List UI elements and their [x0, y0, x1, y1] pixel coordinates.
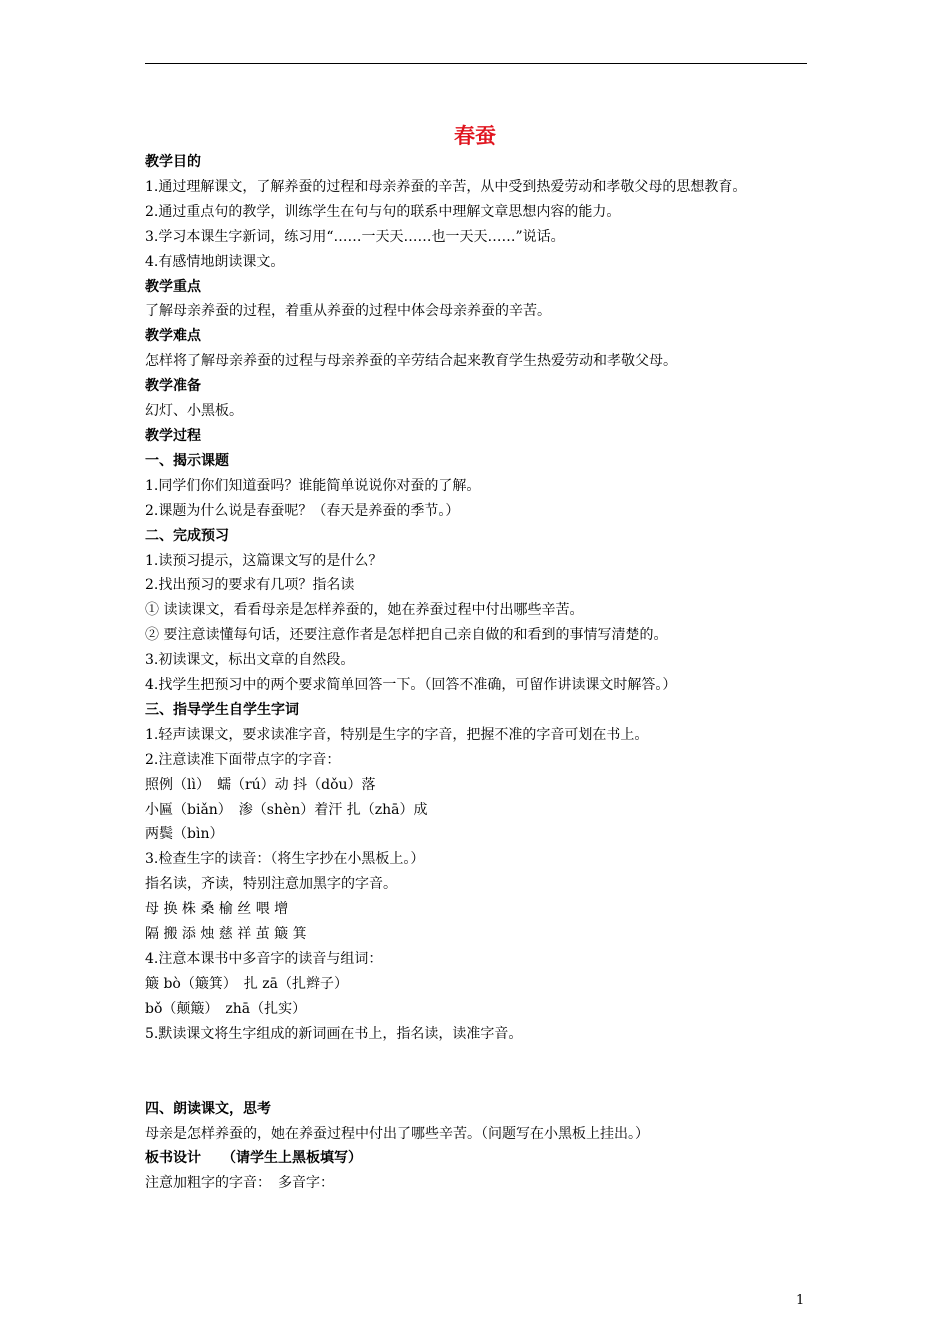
section-heading: 教学目的 [145, 154, 201, 170]
text-line: 4.有感情地朗读课文。 [145, 253, 285, 270]
text-line: 了解母亲养蚕的过程，着重从养蚕的过程中体会母亲养蚕的辛苦。 [145, 303, 551, 320]
text-line: 两鬓（bìn） [145, 826, 224, 843]
section-heading: 教学难点 [145, 328, 201, 345]
document-title: 春蚕 [454, 123, 496, 148]
text-line: 指名读，齐读，特别注意加黑字的字音。 [145, 876, 397, 893]
text-line: 怎样将了解母亲养蚕的过程与母亲养蚕的辛劳结合起来教育学生热爱劳动和孝敬父母。 [145, 353, 677, 370]
text-line: ① 读读课文，看看母亲是怎样养蚕的，她在养蚕过程中付出哪些辛苦。 [145, 602, 584, 619]
document-body [145, 150, 810, 1196]
text-line: 母亲是怎样养蚕的，她在养蚕过程中付出了哪些辛苦。（问题写在小黑板上挂出。） [145, 1125, 649, 1142]
text-line: 2.注意读准下面带点字的字音： [145, 751, 341, 768]
text-line: 3.学习本课生字新词，练习用“……一天天……也一天天……”说话。 [145, 228, 565, 245]
text-line: 2.课题为什么说是春蚕呢？（春天是养蚕的季节。） [145, 502, 460, 519]
text-line: 3.检查生字的读音：（将生字抄在小黑板上。） [145, 851, 425, 868]
text-line: 3.初读课文，标出文章的自然段。 [145, 652, 355, 669]
section-heading: 二、完成预习 [145, 527, 229, 544]
text-line: 1.同学们你们知道蚕吗？谁能简单说说你对蚕的了解。 [145, 477, 481, 494]
text-line: 1.读预习提示，这篇课文写的是什么？ [145, 552, 383, 569]
section-heading: 三、指导学生自学生字词 [145, 701, 299, 718]
text-line: 小匾（biǎn） 渗（shèn）着汗 扎（zhā）成 [145, 801, 428, 818]
text-line: 簸 bò（簸箕） 扎 zā（扎辫子） [145, 975, 349, 992]
body-section-tail [145, 1097, 810, 1197]
body-section-main [145, 150, 810, 1047]
text-line: 2.通过重点句的教学，训练学生在句与句的联系中理解文章思想内容的能力。 [145, 203, 621, 220]
section-heading: 板书设计 （请学生上黑板填写） [145, 1150, 362, 1167]
text-line: 幻灯、小黑板。 [145, 403, 243, 420]
text-line: ② 要注意读懂每句话，还要注意作者是怎样把自己亲自做的和看到的事情写清楚的。 [145, 627, 668, 644]
section-heading: 教学重点 [145, 278, 201, 295]
header-rule [145, 63, 807, 64]
section-heading: 教学过程 [145, 427, 201, 444]
text-line: bǒ（颠簸） zhā（扎实） [145, 1000, 307, 1017]
text-line: 4.注意本课书中多音字的读音与组词： [145, 951, 383, 967]
page-number: 1 [796, 1293, 805, 1308]
section-gap [145, 1047, 810, 1097]
text-line: 1.轻声读课文，要求读准字音，特别是生字的字音，把握不准的字音可划在书上。 [145, 726, 649, 743]
text-line: 母 换 株 桑 榆 丝 喂 增 [145, 901, 289, 918]
text-line: 2.找出预习的要求有几项？指名读 [145, 577, 355, 594]
section-heading: 教学准备 [145, 378, 201, 395]
text-line: 5.默读课文将生字组成的新词画在书上，指名读，读准字音。 [145, 1025, 523, 1042]
text-line: 照例（lì） 蠕（rú）动 抖（dǒu）落 [145, 776, 376, 793]
text-line: 4.找学生把预习中的两个要求简单回答一下。（回答不准确，可留作讲读课文时解答。） [145, 677, 677, 694]
section-heading: 四、朗读课文，思考 [145, 1100, 271, 1117]
section-heading: 一、揭示课题 [145, 452, 229, 469]
text-line: 1.通过理解课文，了解养蚕的过程和母亲养蚕的辛苦，从中受到热爱劳动和孝敬父母的思想教育。 [145, 178, 747, 195]
text-line: 注意加粗字的字音： 多音字： [145, 1175, 334, 1192]
text-line: 隔 搬 添 烛 慈 祥 茧 簸 箕 [145, 926, 307, 943]
